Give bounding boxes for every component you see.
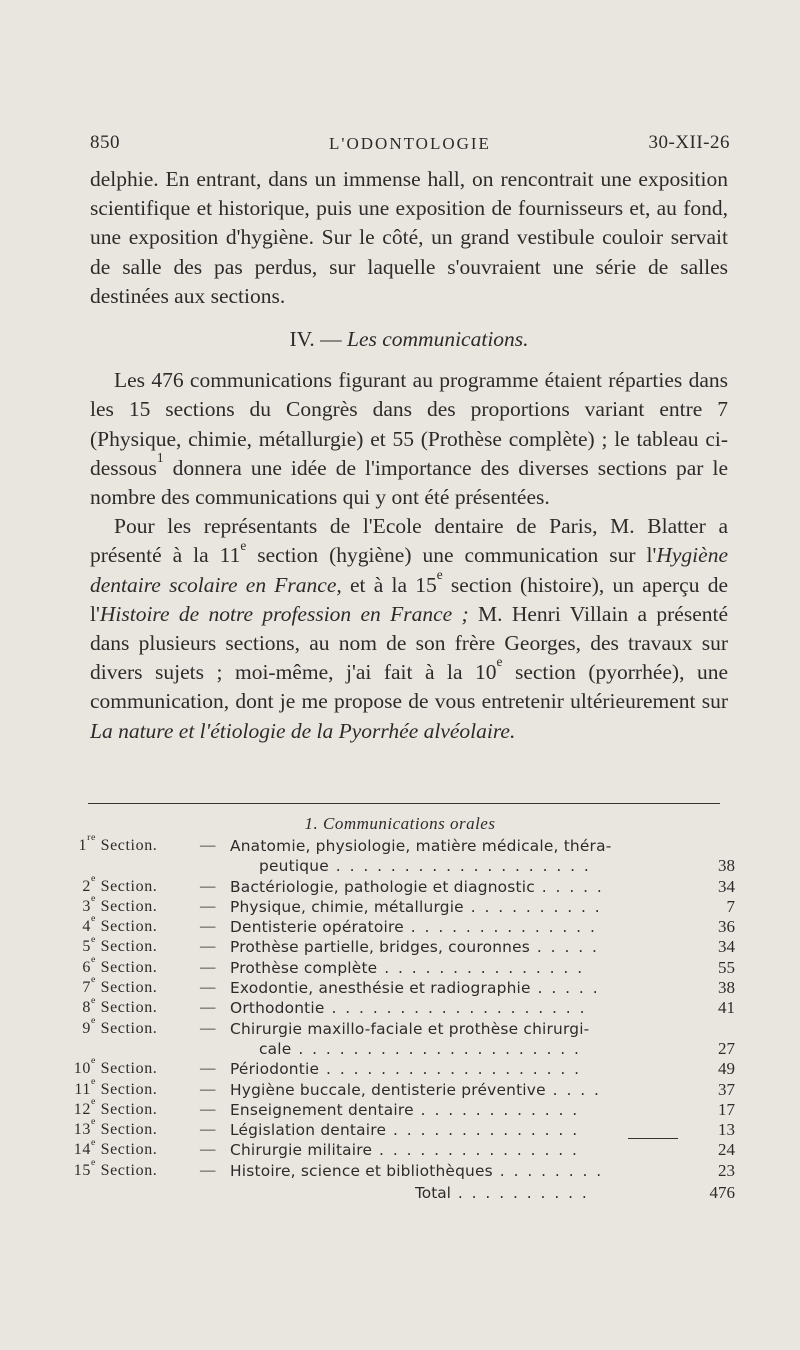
- section-word: Section.: [100, 979, 158, 997]
- description-line: [230, 897, 680, 917]
- communication-count: 38: [718, 856, 735, 876]
- communication-count: 13: [718, 1120, 735, 1140]
- page-number: 850: [90, 132, 120, 153]
- description-line: [230, 937, 680, 957]
- section-description: [230, 1100, 680, 1120]
- ordinal-suffix: e: [91, 872, 96, 884]
- communication-count: 41: [718, 998, 735, 1018]
- section-num: 2: [82, 877, 91, 895]
- ordinal-suffix: re: [87, 832, 96, 844]
- communication-count: 37: [718, 1079, 735, 1099]
- section-label: [60, 1014, 182, 1039]
- table-row: [60, 1055, 740, 1079]
- section-label: [60, 933, 182, 957]
- dash: —: [200, 837, 216, 854]
- leader-dots: . . . . . . . . . .: [463, 897, 602, 916]
- communication-count: 27: [718, 1038, 735, 1058]
- dash: —: [200, 1060, 216, 1078]
- ordinal-suffix: e: [240, 537, 247, 553]
- table-row: [60, 994, 740, 1018]
- section-word: Section.: [100, 1100, 158, 1118]
- dash: —: [200, 999, 216, 1017]
- communication-count: 7: [726, 896, 735, 916]
- paragraph-text: Pour les représentants de l'Ecole dentaire de Paris, M. Blatter a présenté à la 11: [90, 514, 728, 568]
- paragraph-text: donnera une idée de l'importance des diverses sections par le nombre des communications qui y ont été présentées.: [90, 455, 728, 510]
- section-description: [230, 1161, 680, 1181]
- paragraph-representants: [90, 512, 728, 746]
- description-line: [230, 1100, 680, 1120]
- description-line: [230, 1080, 680, 1100]
- ordinal-suffix: e: [91, 933, 96, 945]
- section-word: Section.: [100, 1060, 158, 1078]
- ordinal-suffix: e: [91, 1096, 96, 1108]
- section-description: [230, 897, 680, 917]
- section-label: [60, 1116, 182, 1140]
- dash: —: [200, 877, 216, 895]
- ordinal-suffix: e: [91, 1075, 96, 1087]
- section-num: 6: [82, 958, 91, 976]
- description-line: [230, 998, 680, 1018]
- ordinal-suffix: e: [91, 1156, 96, 1168]
- section-word: Section.: [100, 999, 158, 1017]
- description-text: peutique: [259, 857, 329, 876]
- section-word: Section.: [100, 1121, 158, 1139]
- section-description: [230, 1059, 680, 1079]
- section-word: Section.: [100, 1080, 158, 1098]
- description-line: [230, 877, 680, 897]
- dash: —: [200, 938, 216, 956]
- section-label: [60, 1136, 182, 1160]
- section-num: 4: [82, 918, 91, 936]
- section-num: 1: [78, 837, 88, 854]
- leader-dots: . . . . .: [529, 938, 599, 957]
- section-description: [230, 1019, 680, 1060]
- section-word: Section.: [100, 1161, 158, 1179]
- description-line: [230, 856, 680, 876]
- total-label: Total: [415, 1184, 451, 1203]
- description-text: cale: [259, 1039, 292, 1058]
- description-text: Enseignement dentaire: [230, 1100, 414, 1119]
- sum-rule: [628, 1138, 678, 1139]
- leader-dots: . . . . . . . . . . . . . . . . . . . . .: [291, 1039, 581, 1058]
- description-line: [230, 1059, 680, 1079]
- leader-dots: . . . . . . . . . . . . . .: [403, 918, 597, 937]
- dash: —: [200, 918, 216, 936]
- dash: —: [200, 1100, 216, 1118]
- table-row: [60, 933, 740, 957]
- description-line: Chirurgie maxillo-faciale et prothèse chirurgi-: [230, 1019, 590, 1038]
- section-number: [60, 1156, 96, 1181]
- description-text: Chirurgie militaire: [230, 1141, 373, 1160]
- section-description: [230, 1140, 680, 1160]
- section-num: 14: [73, 1141, 91, 1159]
- section-heading: [90, 325, 728, 354]
- ordinal-suffix: e: [91, 1014, 96, 1026]
- section-num: 7: [82, 979, 91, 997]
- dash: —: [200, 1161, 216, 1179]
- work-title: La nature et l'étiologie de la Pyorrhée alvéolaire.: [90, 718, 516, 743]
- ordinal-suffix: e: [91, 974, 96, 986]
- section-label: [60, 872, 182, 897]
- description-text: Bactériologie, pathologie et diagnostic: [230, 877, 535, 896]
- description-line: [230, 917, 680, 937]
- table-row: [60, 1075, 740, 1100]
- communication-count: 38: [718, 978, 735, 998]
- dash: —: [200, 958, 216, 976]
- ordinal-suffix: e: [91, 1116, 96, 1128]
- section-description: [230, 958, 680, 978]
- table-row: [60, 974, 740, 998]
- description-line: [230, 978, 680, 998]
- work-title: Hygiène dentaire scolaire en France,: [90, 543, 728, 597]
- paragraph-continued: delphie. En entrant, dans un immense hall, on rencontrait une exposition scientifique et historique, puis une exposition de fournisseurs et, au fond, une exposition d'hygiène. Sur le côté, un grand vestibule couloir servait de salle des pas perdus, sur laquelle s'ouvraient une série de salles destinées aux sections.: [90, 167, 728, 308]
- ordinal-suffix: e: [91, 1055, 96, 1067]
- table-caption: 1. Communications orales: [304, 814, 496, 833]
- leader-dots: . . . . . . . . . . . . . .: [386, 1121, 580, 1140]
- section-num: 10: [73, 1060, 91, 1078]
- leader-dots: . . . . . . . . . . . . . . . . . . .: [324, 999, 587, 1018]
- ordinal-suffix: e: [91, 1136, 96, 1148]
- section-label: [60, 994, 182, 1018]
- section-label: [60, 913, 182, 937]
- description-line: Anatomie, physiologie, matière médicale, théra-: [230, 837, 612, 855]
- leader-dots: . . . . . . . . . .: [450, 1184, 589, 1203]
- section-word: Section.: [100, 837, 158, 854]
- communication-count: 55: [718, 957, 735, 977]
- section-label: [60, 893, 182, 917]
- table-row: [60, 953, 740, 978]
- table-row: [60, 893, 740, 917]
- table-row: [60, 913, 740, 937]
- main-text: [90, 165, 728, 746]
- section-word: Section.: [100, 938, 158, 956]
- dash: —: [200, 1141, 216, 1159]
- section-word: Section.: [100, 958, 158, 976]
- section-num: 9: [82, 1019, 91, 1037]
- table-row: [60, 1136, 740, 1160]
- section-num: 3: [82, 897, 91, 915]
- section-label: [60, 974, 182, 998]
- section-description: [230, 836, 680, 877]
- description-text: Physique, chimie, métallurgie: [230, 897, 464, 916]
- section-num: 8: [82, 999, 91, 1017]
- total-label-group: [415, 1181, 589, 1205]
- running-title: L'ODONTOLOGIE: [329, 134, 491, 153]
- section-description: [230, 1080, 680, 1100]
- description-text: Exodontie, anesthésie et radiographie: [230, 979, 531, 998]
- section-description: [230, 917, 680, 937]
- ordinal-suffix: e: [91, 893, 96, 905]
- communications-table: [60, 812, 740, 1205]
- section-word: Section.: [100, 877, 158, 895]
- dash: —: [200, 897, 216, 915]
- description-text: Législation dentaire: [230, 1121, 387, 1140]
- leader-dots: . . . . . . . . . . . . . . .: [372, 1141, 579, 1160]
- section-description: [230, 877, 680, 897]
- issue-date: 30-XII-26: [648, 132, 730, 153]
- ordinal-suffix: e: [91, 953, 96, 965]
- leader-dots: . . . . . . . . . . . . . . . . . . .: [328, 857, 591, 876]
- communication-count: 23: [718, 1160, 735, 1180]
- communication-count: 36: [718, 917, 735, 937]
- description-line: [230, 1140, 680, 1160]
- description-line: [230, 958, 680, 978]
- section-num: 11: [74, 1080, 91, 1098]
- section-label: [60, 832, 182, 856]
- description-text: Prothèse partielle, bridges, couronnes: [230, 938, 530, 957]
- ordinal-suffix: e: [436, 566, 443, 582]
- ordinal-suffix: e: [91, 913, 96, 925]
- section-description: [230, 978, 680, 998]
- leader-dots: . . . . . . . . . . . . . . .: [377, 958, 585, 977]
- table-row: [60, 1096, 740, 1120]
- section-num: 5: [82, 938, 91, 956]
- description-text: Histoire, science et bibliothèques: [230, 1161, 493, 1180]
- section-word: Section.: [100, 1019, 158, 1037]
- paragraph-text: section (histoire), un aperçu de l': [90, 572, 728, 626]
- footnote-separator: [88, 803, 720, 804]
- leader-dots: . . . . .: [530, 979, 600, 998]
- dash: —: [200, 1019, 216, 1037]
- paragraph-text: et à la 15: [341, 572, 437, 597]
- dash: —: [200, 979, 216, 997]
- running-header: [90, 132, 730, 162]
- table-rows: [60, 832, 740, 1181]
- section-number: [60, 832, 96, 856]
- dash: —: [200, 1121, 216, 1139]
- total-row: [60, 1181, 740, 1205]
- description-line: [230, 1039, 680, 1059]
- section-number: IV. —: [289, 327, 342, 352]
- paragraph-text: Les 476 communications figurant au programme étaient réparties dans les 15 sections du Congrès dans des proportions variant entre 7 (Physique, chimie, métallurgie) et 55 (Prothèse complète) ; le tableau ci-dessous: [90, 368, 728, 480]
- table-row: [60, 1014, 740, 1060]
- description-line: [230, 1120, 680, 1140]
- leader-dots: . . . .: [545, 1080, 601, 1099]
- description-text: Périodontie: [230, 1060, 320, 1079]
- communication-count: 49: [718, 1059, 735, 1079]
- table-row: [60, 872, 740, 897]
- section-num: 13: [73, 1121, 91, 1139]
- section-word: Section.: [100, 897, 158, 915]
- work-title: Histoire de notre profession en France ;: [99, 601, 469, 626]
- section-title: Les communications.: [347, 327, 529, 352]
- section-description: [230, 1120, 680, 1140]
- total-value: 476: [709, 1183, 735, 1203]
- dash: —: [200, 1080, 216, 1098]
- description-text: Prothèse complète: [230, 958, 378, 977]
- description-text: Orthodontie: [230, 999, 325, 1018]
- description-line: [230, 1161, 680, 1181]
- footnote-ref: 1: [156, 450, 164, 466]
- leader-dots: . . . . . . . . . . . . . . . . . . .: [319, 1060, 582, 1079]
- section-label: [60, 953, 182, 978]
- table-row: [60, 832, 740, 877]
- paragraph-text: M. Henri Villain a présenté dans plusieurs sections, au nom de son frère Georges, des travaux sur divers sujets ; moi-même, j'ai fait à la 10: [90, 601, 729, 685]
- leader-dots: . . . . . . . . . . . .: [413, 1100, 580, 1119]
- section-word: Section.: [100, 1141, 158, 1159]
- section-num: 12: [73, 1100, 91, 1118]
- paragraph-communications: [90, 366, 728, 512]
- section-label: [60, 1156, 182, 1181]
- communication-count: 17: [718, 1099, 735, 1119]
- description-text: Hygiène buccale, dentisterie préventive: [230, 1080, 546, 1099]
- paragraph-text: section (hygiène) une communication sur l': [246, 543, 657, 568]
- leader-dots: . . . . . . . .: [492, 1161, 604, 1180]
- table-row: [60, 1156, 740, 1181]
- communication-count: 24: [718, 1140, 735, 1160]
- section-description: [230, 937, 680, 957]
- ordinal-suffix: e: [91, 994, 96, 1006]
- section-number: [60, 1014, 96, 1039]
- section-description: [230, 998, 680, 1018]
- section-label: [60, 1096, 182, 1120]
- paragraph-text: section (pyorrhée), une communication, dont je me propose de vous entretenir ultérieurement sur: [90, 660, 728, 714]
- communication-count: 34: [718, 937, 735, 957]
- communication-count: 34: [718, 876, 735, 896]
- ordinal-suffix: e: [496, 654, 503, 670]
- description-text: Dentisterie opératoire: [230, 918, 404, 937]
- leader-dots: . . . . .: [534, 877, 604, 896]
- section-word: Section.: [100, 918, 158, 936]
- section-label: [60, 1075, 182, 1100]
- section-num: 15: [73, 1161, 91, 1179]
- section-label: [60, 1055, 182, 1079]
